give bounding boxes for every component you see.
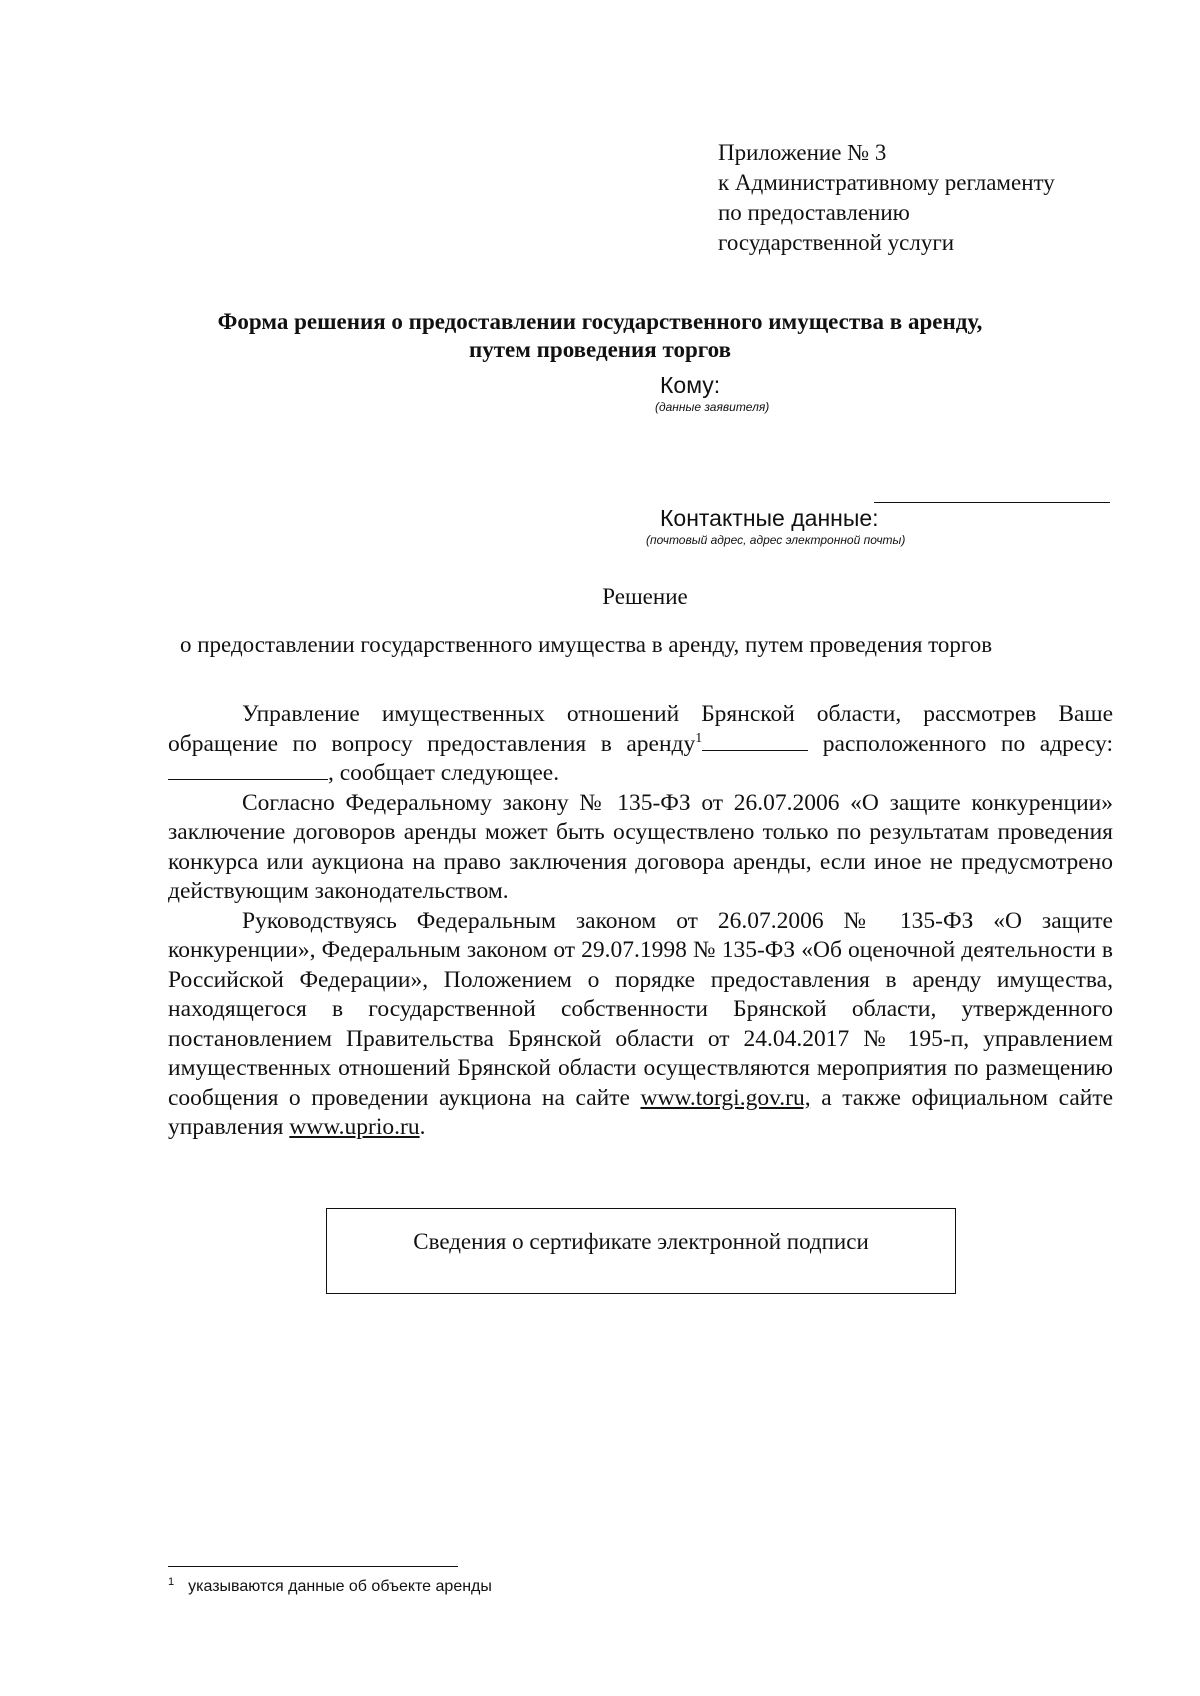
- paragraph-text: .: [419, 1114, 426, 1140]
- footnote-mark: 1: [168, 1575, 175, 1588]
- paragraph-text: , сообщает следующее.: [328, 760, 560, 786]
- object-blank: [702, 730, 808, 751]
- address-blank: [168, 759, 328, 780]
- signature-certificate-text: Сведения о сертификате электронной подписи: [413, 1229, 869, 1254]
- form-title: [0, 308, 1200, 364]
- appendix-line: по предоставлению: [718, 200, 910, 225]
- torgi-link[interactable]: www.torgi.gov.ru,: [640, 1084, 811, 1111]
- footnote: [168, 1575, 492, 1596]
- appendix-line: к Административному регламенту: [718, 170, 1055, 195]
- recipient-label: Кому:: [660, 372, 721, 398]
- footnote-divider: [168, 1566, 458, 1567]
- paragraph-text: расположенного по адресу:: [822, 730, 1113, 757]
- appendix-block: [718, 138, 1055, 258]
- decision-body: [168, 700, 1113, 1143]
- form-title-line-1: Форма решения о предоставлении государственного имущества в аренду,: [217, 309, 983, 334]
- footnote-text: указываются данные об объекте аренды: [188, 1578, 492, 1595]
- paragraph-law: Согласно Федеральному закону № 135-ФЗ от 26.07.2006 «О защите конкуренции» заключение договоров аренды может быть осуществлено только по результатам проведения конкурса или аукциона на право заключения договора аренды, если иное не предусмотрено действующим законодательством.: [168, 789, 1113, 904]
- paragraph-text: Управление имущественных отношений Брянской области, рассмотрев Ваше обращение по вопросу предоставления в аренду: [168, 701, 1113, 757]
- uprio-link[interactable]: www.uprio.ru: [289, 1114, 420, 1140]
- decision-title: Решение: [602, 584, 688, 609]
- footnote-reference: 1: [695, 730, 703, 746]
- recipient-blank-line: [874, 502, 1110, 503]
- decision-subtitle: о предоставлении государственного имущества в аренду, путем проведения торгов: [180, 632, 993, 657]
- paragraph-request: [168, 700, 1113, 789]
- contact-label: Контактные данные:: [660, 505, 879, 531]
- paragraph-text: Руководствуясь Федеральным законом от 26.07.2006 № 135-ФЗ «О защите конкуренции», Федеральным законом от 29.07.1998 № 135-ФЗ «Об оценочной деятельности в Российской Федерации», Положением о порядке предоставления в аренду имущества, находящегося в государственной собственности Брянской области, утвержденного постановлением Правительства Брянской области от 24.04.2017 № 195-п, управлением имущественных отношений Брянской области осуществляются мероприятия по размещению сообщения о проведении аукциона на сайте: [168, 907, 1113, 1111]
- contact-hint: (почтовый адрес, адрес электронной почты): [646, 533, 906, 547]
- signature-certificate-box: [326, 1208, 956, 1294]
- appendix-line: Приложение № 3: [718, 140, 887, 165]
- paragraph-guidance: [168, 907, 1113, 1143]
- form-title-line-2: путем проведения торгов: [468, 337, 732, 362]
- paragraph-text: а также официальном сайте управления: [168, 1084, 1114, 1140]
- appendix-line: государственной услуги: [718, 230, 955, 255]
- recipient-hint: (данные заявителя): [655, 400, 770, 414]
